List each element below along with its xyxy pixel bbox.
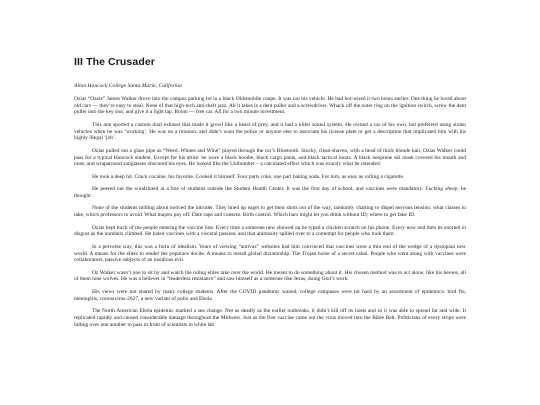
paragraph: He took a deep hit. Crack cocaine, his favorite. Cooked it himself. Four parts coke, one part baking soda. For him, as easy as rolling a cigarette.	[92, 173, 405, 180]
emphasis-text: Fucking sheep	[425, 186, 458, 193]
chapter-title: III The Crusader	[74, 56, 155, 68]
paragraph: Ozias kept track of the people entering the vaccine line. Every time a someone new showed up he typed a chicken scratch on his phone. Every now and then he snorted in disgust as the numbers climbed. He hated vaccines with a visceral passion, and that animosity spilled over to a contempt for people who took them.	[74, 224, 466, 238]
paragraph: The North American Ebola epidemic marked a sea change. Not as deadly as the earlier outbreaks, it didn’t kill off its hosts and so it was able to spread far and wide. It replicated rapidly and caused considerable damage throughout the Midwest. Just as the first vaccine came out the virus moved into the Bible Belt. Politicians of every stripe were falling over one another to pass in front of scientists in white lab	[74, 308, 466, 328]
paragraph: Oz Walker wasn’t one to sit by and watch the ruling elites take over the world. He meant to do something about it. His chosen method was to act alone, like his heroes, all of them lone wolves. He was a believer in “leaderless resistance” and saw himself as a someone like Jesus, doing God’s work.	[74, 269, 466, 283]
paragraph: Ozias pulled out a glass pipe as “Weed, Whites and Wine” played through the car’s Bluetooth. Stocky, clean-shaven, with a head of thick blonde hair, Ozias Walker could pass for a typical Hancock student. Except for his attire: he wore a black hoodie, black cargo pants, and black tactical boots. A black neoprene ski mask covered his mouth and nose, and wraparound sunglasses obscured his eyes. He looked like the Unibomber – a calculated effect which was exactly what he intended.	[74, 147, 466, 168]
paragraph: In a perverse way, this was a form of idealism. Years of viewing “antivax” websites had him convinced that vaccines were a thin end of the wedge of a dystopian new world. A means for the elites to render the populace docile. A means to install global dictatorship. The Trojan horse of a secret cabal. People who went along with vaccines were collaborators, passive subjects of an insidious evil.	[74, 243, 466, 264]
dateline: Allan Hancock College Santa Maria, California	[74, 83, 182, 89]
paragraph: Ozias “Ozzie” James Walker drove into the campus parking lot in a black Oldsmobile coupe. It was not his vehicle. He had hot-wired it two hours earlier. One thing he loved about old cars — they’re easy to steal. None of that high-tech anti-theft jazz. All it takes is a dent puller and a screwdriver. Whack off the outer ring on the ignition switch, screw the dent puller into the key slot, and give it a light tap. Boom — free car. All for a two minute investment.	[74, 96, 466, 116]
paragraph: None of the students milling about noticed the intruder. They lined up eager to get their shots out of the way, randomly chatting to dispel nervous tension: what classes to take, which professors to avoid. What majors pay off. Date rape and consent. Birth control. Which bars might let you drink without ID; where to get fake ID.	[74, 205, 466, 219]
paragraph: This one sported a custom dual exhaust that made it growl like a beast of prey, and it had a killer sound system. He owned a car of his own, but preferred using stolen vehicles when he was ‘working’. He was on a mission, and didn’t want the police or anyone else to associate his license plate or get a description that implicated him with his highly illegal ‘job’.	[74, 121, 466, 142]
paragraph: His views were not shared by many college students. After the COVID pandemic waned, college campuses were hit hard by an assortment of epidemics: bird flu, meningitis, coronavirus-2027, a new variant of polio and Ebola.	[74, 288, 466, 302]
paragraph: He peered out the windshield at a line of students outside the Student Health Center. It was the first day of school, and vaccines were mandatory. Fucking sheep, he thought.	[74, 186, 466, 199]
